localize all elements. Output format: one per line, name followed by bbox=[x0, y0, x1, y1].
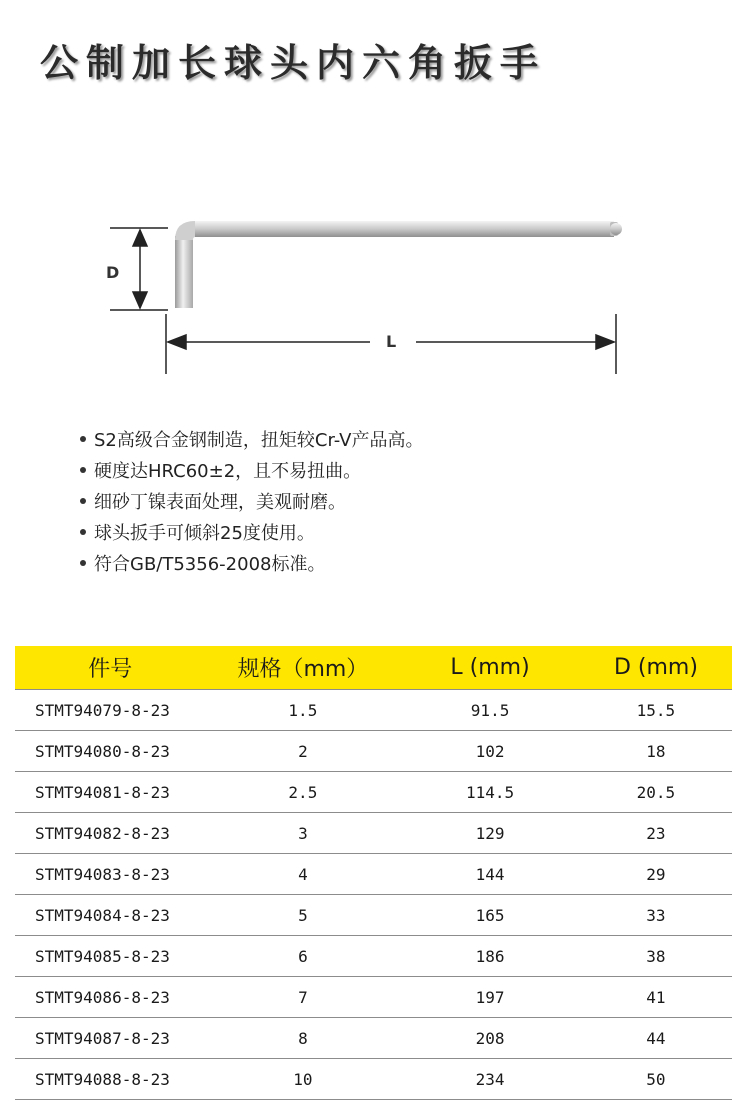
feature-item: 硬度达HRC60±2，且不易扭曲。 bbox=[80, 456, 423, 487]
cell-d: 44 bbox=[580, 1018, 732, 1059]
hex-key-wrench-icon bbox=[175, 221, 622, 308]
cell-d: 23 bbox=[580, 813, 732, 854]
spec-table bbox=[15, 646, 732, 1100]
cell-part-number: STMT94084-8-23 bbox=[15, 895, 205, 936]
feature-list bbox=[80, 425, 423, 580]
bullet-icon bbox=[80, 436, 86, 442]
cell-length: 91.5 bbox=[400, 690, 580, 731]
table-row bbox=[15, 813, 732, 854]
header-d: D (mm) bbox=[580, 646, 732, 690]
table-row bbox=[15, 1018, 732, 1059]
feature-item: 细砂丁镍表面处理，美观耐磨。 bbox=[80, 487, 423, 518]
cell-part-number: STMT94085-8-23 bbox=[15, 936, 205, 977]
table-row bbox=[15, 731, 732, 772]
bullet-icon bbox=[80, 498, 86, 504]
cell-d: 33 bbox=[580, 895, 732, 936]
cell-part-number: STMT94087-8-23 bbox=[15, 1018, 205, 1059]
header-part-number: 件号 bbox=[15, 646, 205, 690]
dimension-l-label: L bbox=[386, 332, 397, 351]
cell-size: 7 bbox=[205, 977, 400, 1018]
cell-size: 3 bbox=[205, 813, 400, 854]
table-row bbox=[15, 1059, 732, 1100]
cell-size: 5 bbox=[205, 895, 400, 936]
header-size: 规格（mm） bbox=[205, 646, 400, 690]
cell-d: 41 bbox=[580, 977, 732, 1018]
cell-size: 8 bbox=[205, 1018, 400, 1059]
cell-d: 18 bbox=[580, 731, 732, 772]
cell-length: 114.5 bbox=[400, 772, 580, 813]
bullet-icon bbox=[80, 529, 86, 535]
bullet-icon bbox=[80, 467, 86, 473]
header-length: L (mm) bbox=[400, 646, 580, 690]
cell-length: 197 bbox=[400, 977, 580, 1018]
cell-d: 20.5 bbox=[580, 772, 732, 813]
feature-item: S2高级合金钢制造，扭矩较Cr-V产品高。 bbox=[80, 425, 423, 456]
feature-item: 球头扳手可倾斜25度使用。 bbox=[80, 518, 423, 549]
table-row bbox=[15, 895, 732, 936]
cell-size: 6 bbox=[205, 936, 400, 977]
wrench-dimension-diagram bbox=[100, 190, 660, 400]
cell-part-number: STMT94080-8-23 bbox=[15, 731, 205, 772]
cell-size: 2.5 bbox=[205, 772, 400, 813]
cell-length: 208 bbox=[400, 1018, 580, 1059]
cell-length: 144 bbox=[400, 854, 580, 895]
cell-d: 29 bbox=[580, 854, 732, 895]
cell-d: 15.5 bbox=[580, 690, 732, 731]
table-row bbox=[15, 977, 732, 1018]
cell-d: 38 bbox=[580, 936, 732, 977]
cell-size: 1.5 bbox=[205, 690, 400, 731]
bullet-icon bbox=[80, 560, 86, 566]
cell-part-number: STMT94083-8-23 bbox=[15, 854, 205, 895]
cell-size: 4 bbox=[205, 854, 400, 895]
table-row bbox=[15, 772, 732, 813]
table-row bbox=[15, 936, 732, 977]
cell-length: 165 bbox=[400, 895, 580, 936]
cell-length: 186 bbox=[400, 936, 580, 977]
cell-length: 129 bbox=[400, 813, 580, 854]
table-row bbox=[15, 690, 732, 731]
cell-part-number: STMT94088-8-23 bbox=[15, 1059, 205, 1100]
cell-length: 234 bbox=[400, 1059, 580, 1100]
cell-size: 2 bbox=[205, 731, 400, 772]
page-title: 公制加长球头内六角扳手 bbox=[40, 41, 547, 85]
cell-size: 10 bbox=[205, 1059, 400, 1100]
cell-part-number: STMT94081-8-23 bbox=[15, 772, 205, 813]
dimension-d-label: D bbox=[106, 263, 120, 282]
cell-part-number: STMT94079-8-23 bbox=[15, 690, 205, 731]
feature-item: 符合GB/T5356-2008标准。 bbox=[80, 549, 423, 580]
table-row bbox=[15, 854, 732, 895]
cell-part-number: STMT94086-8-23 bbox=[15, 977, 205, 1018]
cell-part-number: STMT94082-8-23 bbox=[15, 813, 205, 854]
cell-d: 50 bbox=[580, 1059, 732, 1100]
table-header-row bbox=[15, 646, 732, 690]
cell-length: 102 bbox=[400, 731, 580, 772]
